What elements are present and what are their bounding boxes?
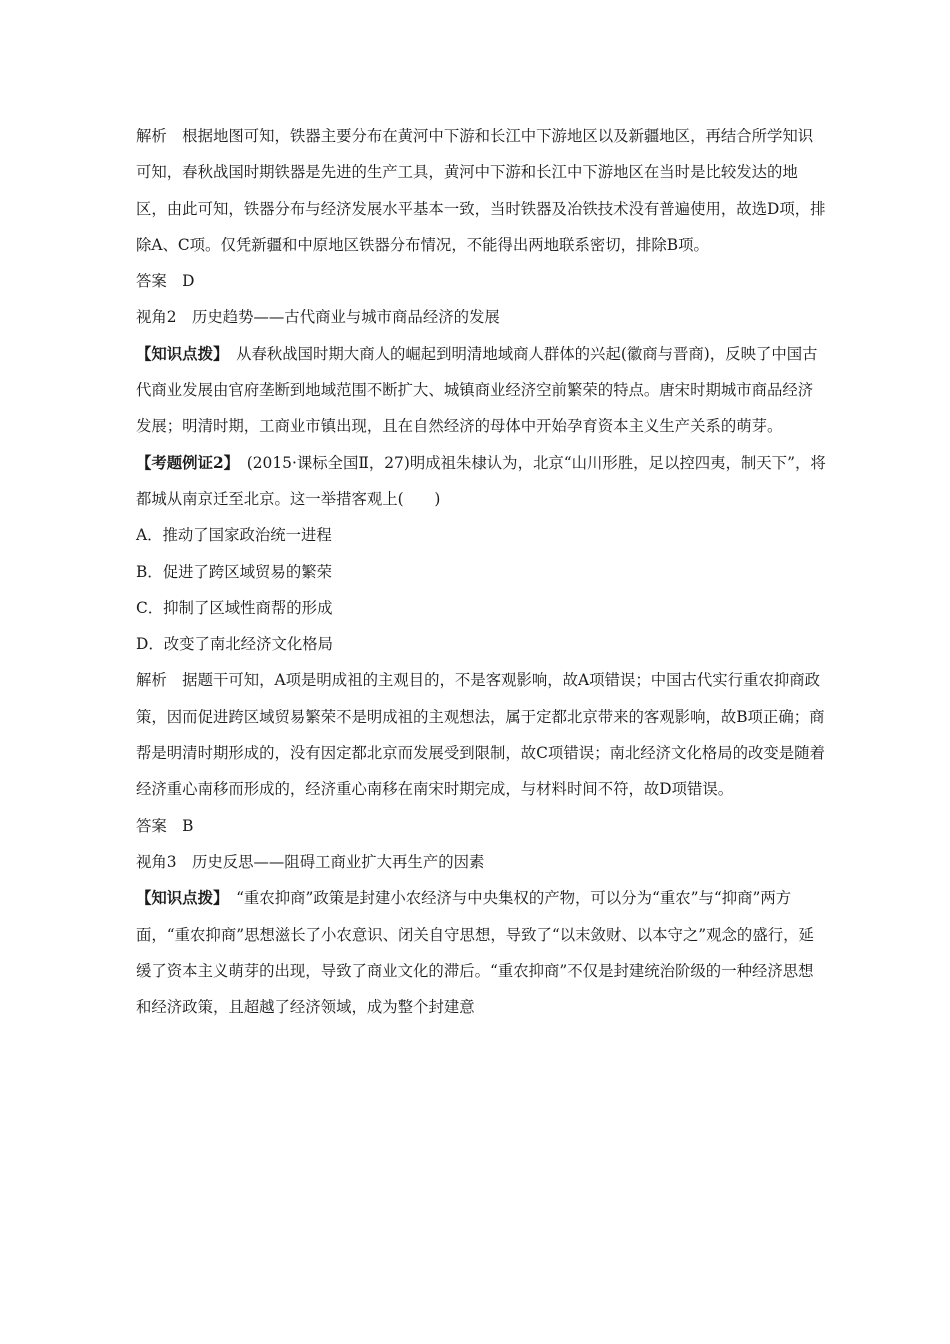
option-a: A．推动了国家政治统一进程 — [136, 526, 332, 545]
document-page — [136, 118, 826, 1025]
option-d: D．改变了南北经济文化格局 — [136, 635, 334, 654]
example-label: 【考题例证2】 — [136, 453, 232, 472]
option-c: C．抑制了区域性商帮的形成 — [136, 598, 333, 617]
answer-1: 答案 D — [136, 272, 195, 291]
option-b: B．促进了跨区域贸易的繁荣 — [136, 562, 332, 581]
knowledge-text: 从春秋战国时期大商人的崛起到明清地域商人群体的兴起(徽商与晋商)，反映了中国古代商业发展由官府垄断到地域范围不断扩大、城镇商业经济空前繁荣的特点。唐宋时期城市商品经济发展；明清时期，工商业市镇出现，且在自然经济的母体中开始孕育资本主义生产关系的萌芽。 — [136, 344, 818, 436]
example-text: (2015·课标全国Ⅱ，27)明成祖朱棣认为，北京“山川形胜，足以控四夷，制天下”，将都城从南京迁至北京。这一举措客观上( ) — [136, 453, 826, 508]
knowledge-text: “重农抑商”政策是封建小农经济与中央集权的产物，可以分为“重农”与“抑商”两方面，“重农抑商”思想滋长了小农意识、闭关自守思想，导致了“以末敛财、以本守之”观念的盛行，延缓了资本主义萌芽的出现，导致了商业文化的滞后。“重农抑商”不仅是封建统治阶级的一种经济思想和经济政策，且超越了经济领域，成为整个封建意 — [136, 889, 814, 1017]
knowledge-paragraph-3 — [136, 880, 826, 1025]
knowledge-label: 【知识点拨】 — [136, 889, 221, 908]
knowledge-paragraph-2 — [136, 336, 826, 445]
analysis-paragraph-2: 解析 据题干可知，A项是明成祖的主观目的，不是客观影响，故A项错误；中国古代实行重农抑商政策，因而促进跨区域贸易繁荣不是明成祖的主观想法，属于定都北京带来的客观影响，故B项正确；商帮是明清时期形成的，没有因定都北京而发展受到限制，故C项错误；南北经济文化格局的改变是随着经济重心南移而形成的，经济重心南移在南宋时期完成，与材料时间不符，故D项错误。 — [136, 671, 825, 799]
view-heading-2: 视角2 历史趋势——古代商业与城市商品经济的发展 — [136, 308, 500, 327]
analysis-paragraph-1: 解析 根据地图可知，铁器主要分布在黄河中下游和长江中下游地区以及新疆地区，再结合所学知识可知，春秋战国时期铁器是先进的生产工具，黄河中下游和长江中下游地区在当时是比较发达的地区，由此可知，铁器分布与经济发展水平基本一致，当时铁器及冶铁技术没有普遍使用，故选D项，排除A、C项。仅凭新疆和中原地区铁器分布情况，不能得出两地联系密切，排除B项。 — [136, 127, 826, 254]
knowledge-label: 【知识点拨】 — [136, 344, 221, 363]
answer-2: 答案 B — [136, 816, 194, 835]
example-question-2 — [136, 445, 826, 518]
view-heading-3: 视角3 历史反思——阻碍工商业扩大再生产的因素 — [136, 852, 485, 871]
